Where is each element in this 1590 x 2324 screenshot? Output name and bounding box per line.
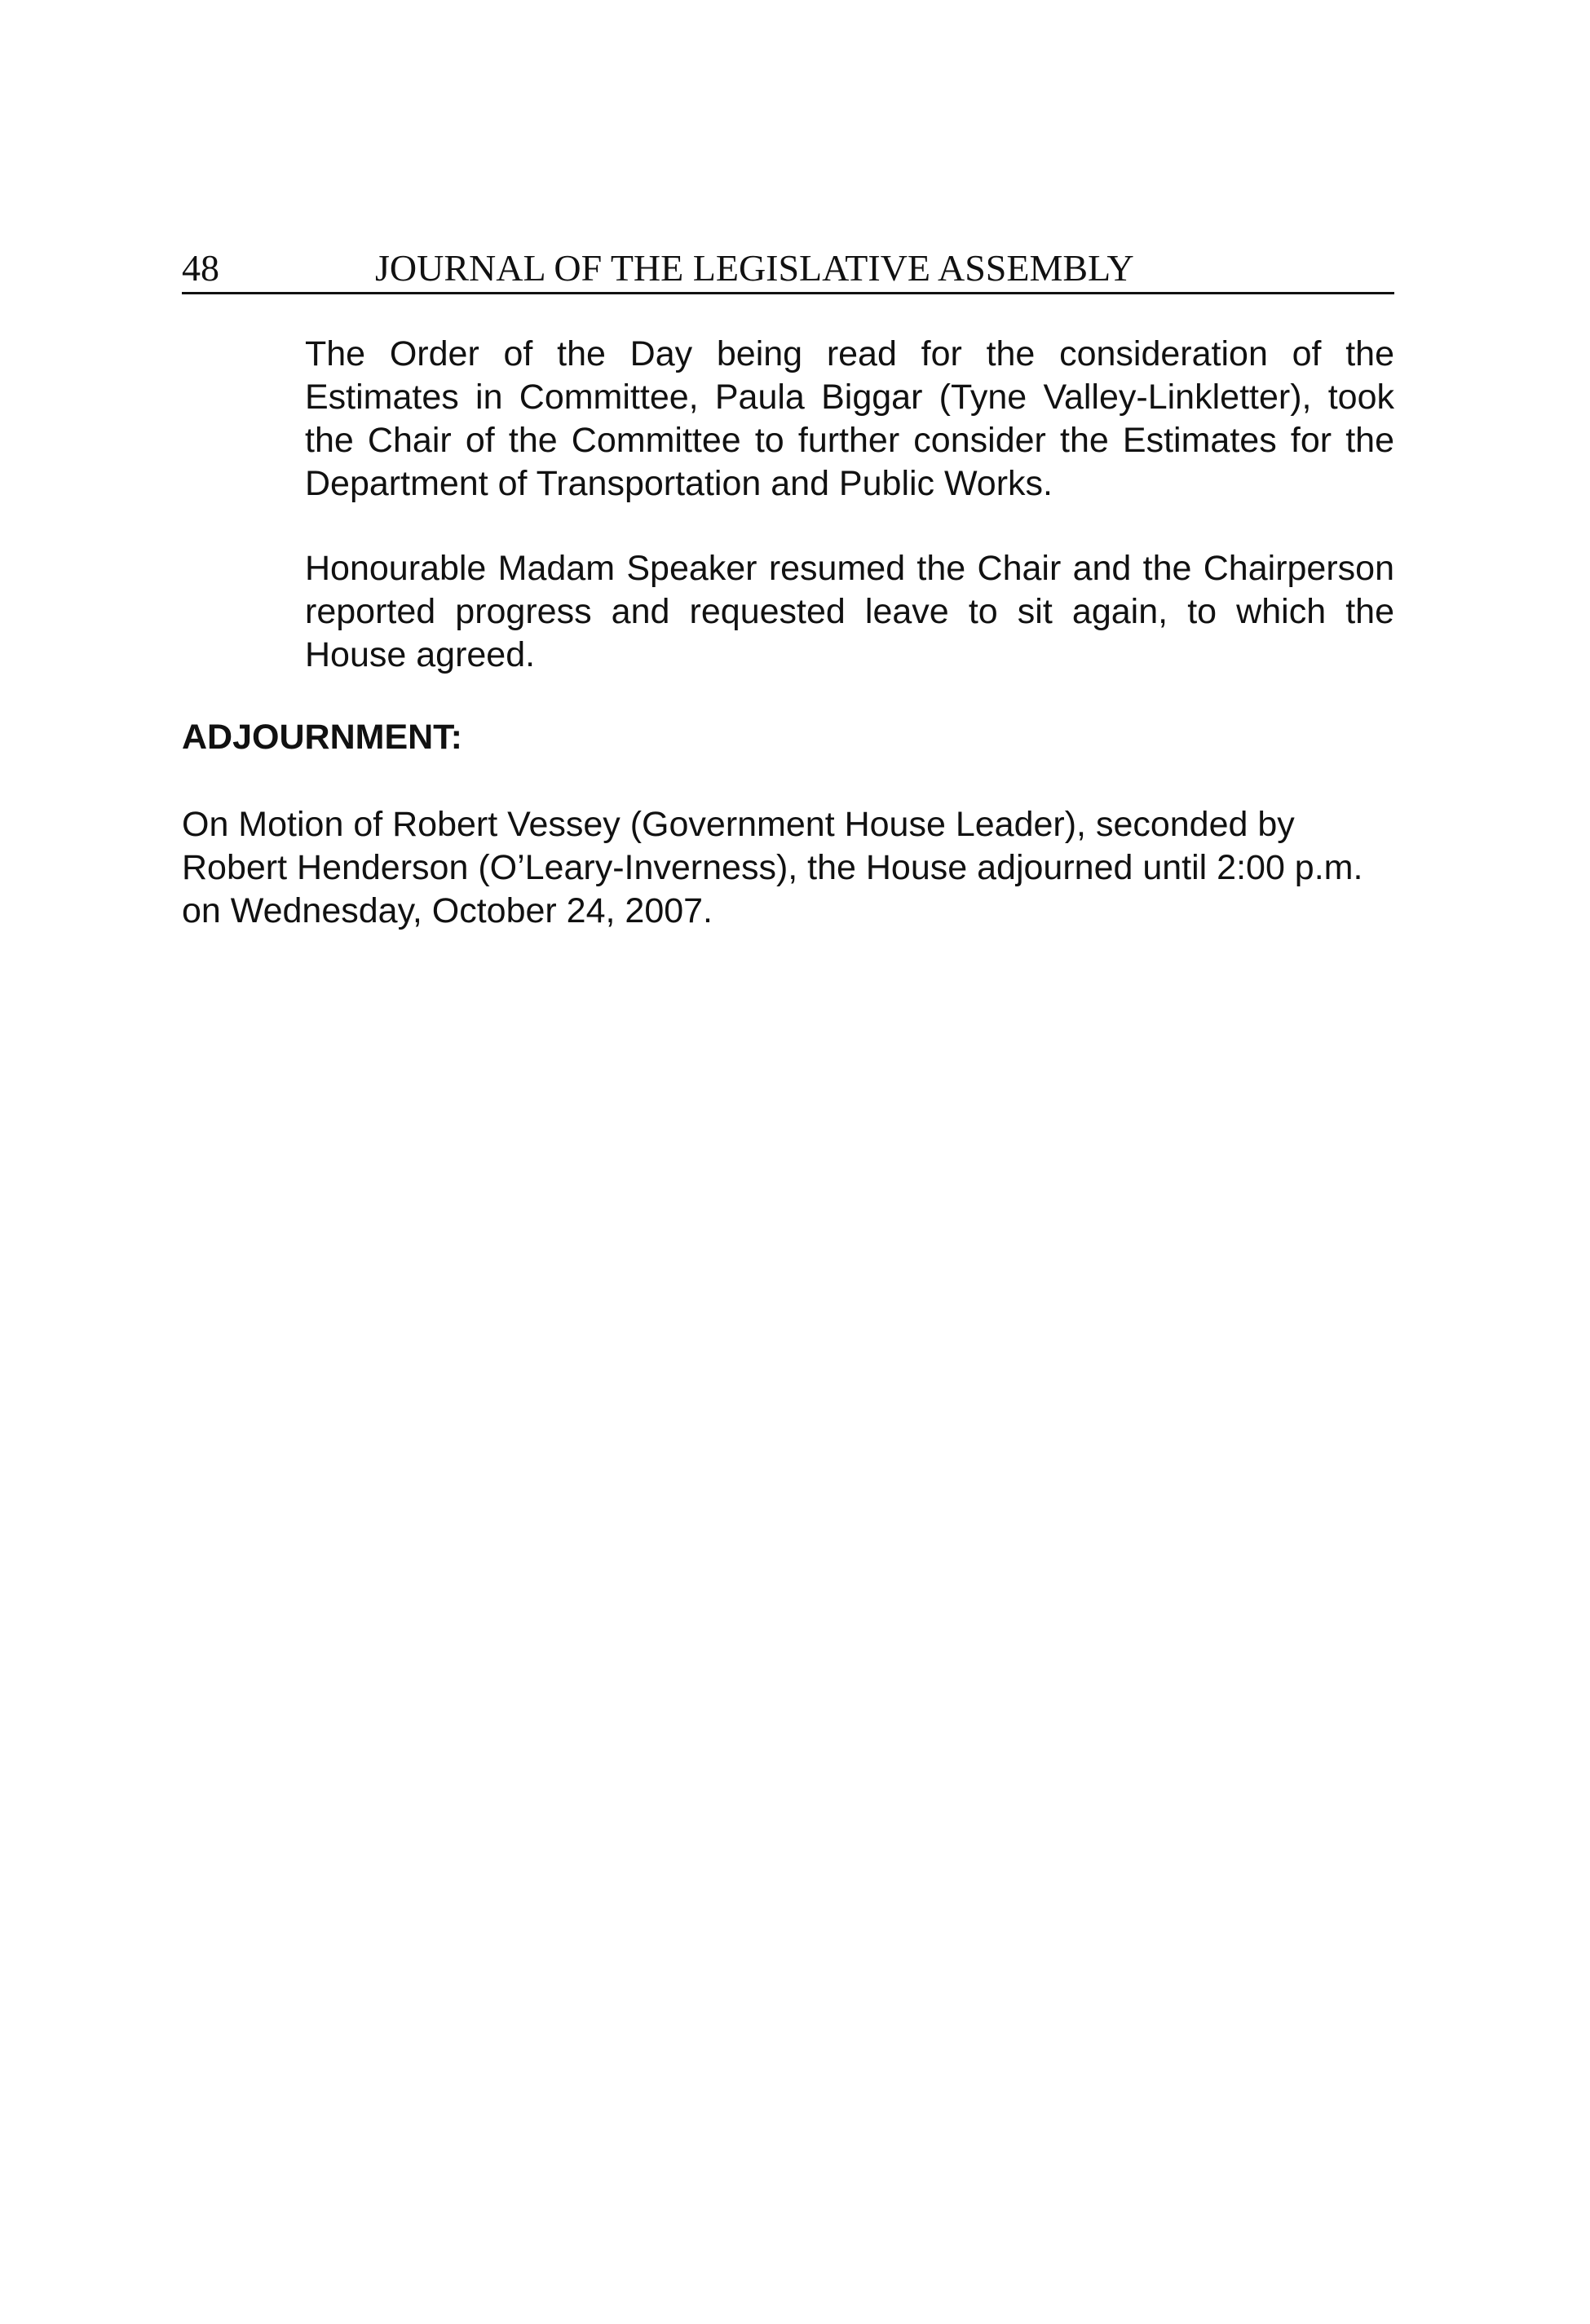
- page-header: [182, 245, 1394, 294]
- committee-paragraph: The Order of the Day being read for the consideration of the Estimates in Committee, Paula Biggar (Tyne Valley-Linkletter), took the Chair of the Committee to further consider the Estimates for the Department of Transportation and Public Works.: [305, 334, 1394, 503]
- adjournment-paragraph: On Motion of Robert Vessey (Government House Leader), seconded by Robert Henderson (O’Leary-Inverness), the House adjourned until 2:00 p.m. on Wednesday, October 24, 2007.: [182, 805, 1363, 930]
- adjournment-heading: ADJOURNMENT:: [182, 718, 462, 757]
- speaker-paragraph: Honourable Madam Speaker resumed the Chair and the Chairperson reported progress and requested leave to sit again, to which the House agreed.: [305, 549, 1394, 674]
- page-number: 48: [182, 247, 219, 289]
- running-title: JOURNAL OF THE LEGISLATIVE ASSEMBLY: [375, 247, 1134, 289]
